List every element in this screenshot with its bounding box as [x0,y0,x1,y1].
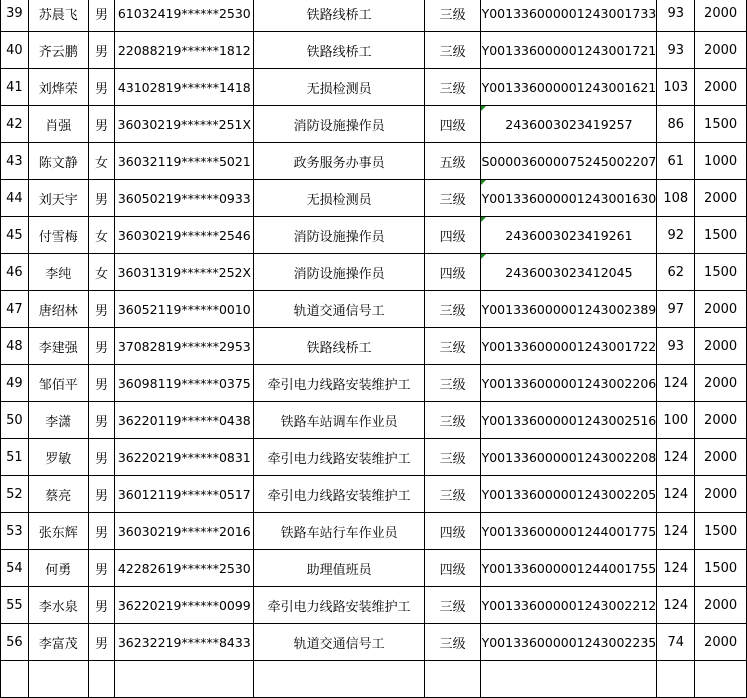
cell-certificate-no: 2436003023412045 [481,254,657,291]
table-row [1,106,747,143]
table-row [1,661,747,698]
cell-hours: 62 [657,254,695,291]
cell-hours: 100 [657,402,695,439]
cell-id-masked: 36220119******0438 [115,402,254,439]
cell-certificate-no: Y001336000001243002208 [481,439,657,476]
cell-id-masked: 36232219******8433 [115,624,254,661]
cell-gender: 男 [88,513,115,550]
cell-level: 三级 [424,439,481,476]
cell-gender: 男 [88,32,115,69]
cell-amount: 1500 [695,217,747,254]
cell-occupation: 铁路车站调车作业员 [254,402,425,439]
cell-occupation: 牵引电力线路安装维护工 [254,365,425,402]
cell-hours: 74 [657,624,695,661]
cell-amount: 1500 [695,550,747,587]
cell-level: 四级 [424,513,481,550]
cell-no: 48 [1,328,29,365]
cell-hours: 93 [657,0,695,32]
cell-occupation: 牵引电力线路安装维护工 [254,476,425,513]
table-row [1,513,747,550]
cell-hours: 97 [657,291,695,328]
cell-id-masked: 36030219******2016 [115,513,254,550]
cell-amount: 2000 [695,0,747,32]
cell-certificate-no: Y001336000001243002235 [481,624,657,661]
cell-gender: 男 [88,439,115,476]
table-row [1,0,747,32]
cell-occupation: 轨道交通信号工 [254,291,425,328]
cell-id-masked: 36220219******0831 [115,439,254,476]
cell-certificate-no: Y001336000001244001755 [481,550,657,587]
cell-level: 三级 [424,0,481,32]
cell-amount: 1500 [695,254,747,291]
cell-name: 李纯 [28,254,88,291]
cell-no: 55 [1,587,29,624]
cell-name: 李水泉 [28,587,88,624]
cell-level: 三级 [424,180,481,217]
cell-level: 四级 [424,254,481,291]
cell-occupation: 消防设施操作员 [254,254,425,291]
cell-no: 50 [1,402,29,439]
cell-gender: 男 [88,0,115,32]
cell-no: 39 [1,0,29,32]
table-row [1,365,747,402]
cell-hours [657,661,695,698]
cell-certificate-no: 2436003023419261 [481,217,657,254]
cell-no: 41 [1,69,29,106]
table-row [1,476,747,513]
cell-level: 四级 [424,217,481,254]
cell-hours: 124 [657,476,695,513]
cell-certificate-no: S000036000075245002207 [481,143,657,180]
table-row [1,291,747,328]
cell-hours: 92 [657,217,695,254]
cell-hours: 93 [657,32,695,69]
cell-name: 齐云鹏 [28,32,88,69]
cell-amount: 2000 [695,624,747,661]
table-row [1,624,747,661]
cell-certificate-no: Y001336000001243001733 [481,0,657,32]
cell-name: 付雪梅 [28,217,88,254]
cell-level: 四级 [424,550,481,587]
cell-name: 刘烨荣 [28,69,88,106]
cell-name: 罗敏 [28,439,88,476]
cell-occupation: 牵引电力线路安装维护工 [254,439,425,476]
cell-level: 三级 [424,476,481,513]
cell-certificate-no: Y001336000001243002205 [481,476,657,513]
cell-no: 51 [1,439,29,476]
table-row [1,439,747,476]
table-row [1,32,747,69]
cell-gender: 女 [88,254,115,291]
cell-id-masked: 36031319******252X [115,254,254,291]
cell-name [28,661,88,698]
table-row [1,180,747,217]
cell-no: 49 [1,365,29,402]
cell-hours: 108 [657,180,695,217]
cell-id-masked: 36030219******2546 [115,217,254,254]
cell-name: 陈文静 [28,143,88,180]
cell-level: 三级 [424,624,481,661]
cell-id-masked: 22088219******1812 [115,32,254,69]
cell-occupation: 铁路线桥工 [254,0,425,32]
cell-amount: 2000 [695,69,747,106]
cell-gender: 男 [88,328,115,365]
cell-gender: 男 [88,69,115,106]
cell-occupation: 消防设施操作员 [254,106,425,143]
cell-occupation: 消防设施操作员 [254,217,425,254]
cell-gender: 男 [88,402,115,439]
cell-level: 四级 [424,106,481,143]
cell-level: 三级 [424,402,481,439]
cell-certificate-no: 2436003023419257 [481,106,657,143]
cell-id-masked: 36220219******0099 [115,587,254,624]
table-row [1,587,747,624]
cell-amount: 2000 [695,476,747,513]
cell-certificate-no: Y001336000001243001722 [481,328,657,365]
cell-hours: 124 [657,439,695,476]
table-row [1,143,747,180]
cell-name: 唐绍林 [28,291,88,328]
cell-id-masked [115,661,254,698]
cell-name: 张东辉 [28,513,88,550]
cell-amount: 1000 [695,143,747,180]
cell-amount: 2000 [695,439,747,476]
cell-no: 42 [1,106,29,143]
cell-no: 53 [1,513,29,550]
cell-certificate-no: Y001336000001243001721 [481,32,657,69]
cell-no: 43 [1,143,29,180]
cell-amount: 2000 [695,291,747,328]
cell-name: 何勇 [28,550,88,587]
cell-name: 苏晨飞 [28,0,88,32]
table-row [1,328,747,365]
cell-gender: 男 [88,624,115,661]
cell-certificate-no: Y001336000001243002212 [481,587,657,624]
cell-amount: 2000 [695,402,747,439]
cell-certificate-no: Y001336000001243001621 [481,69,657,106]
cell-occupation: 政务服务办事员 [254,143,425,180]
cell-id-masked: 36030219******251X [115,106,254,143]
cell-id-masked: 61032419******2530 [115,0,254,32]
table-body [1,0,747,698]
cell-hours: 61 [657,143,695,180]
cell-level: 三级 [424,328,481,365]
cell-id-masked: 36032119******5021 [115,143,254,180]
cell-certificate-no: Y001336000001244001775 [481,513,657,550]
cell-occupation: 牵引电力线路安装维护工 [254,587,425,624]
cell-level: 三级 [424,365,481,402]
cell-occupation [254,661,425,698]
cell-hours: 103 [657,69,695,106]
cell-occupation: 助理值班员 [254,550,425,587]
cell-occupation: 铁路线桥工 [254,328,425,365]
cell-no: 46 [1,254,29,291]
cell-id-masked: 36098119******0375 [115,365,254,402]
cell-name: 蔡亮 [28,476,88,513]
cell-no: 56 [1,624,29,661]
cell-hours: 93 [657,328,695,365]
cell-amount: 2000 [695,587,747,624]
cell-gender: 男 [88,291,115,328]
cell-certificate-no [481,661,657,698]
cell-name: 肖强 [28,106,88,143]
cell-gender: 女 [88,217,115,254]
cell-occupation: 无损检测员 [254,69,425,106]
cell-name: 李富茂 [28,624,88,661]
cell-certificate-no: Y001336000001243002206 [481,365,657,402]
cell-id-masked: 43102819******1418 [115,69,254,106]
cell-gender: 男 [88,106,115,143]
cell-amount [695,661,747,698]
cell-id-masked: 42282619******2530 [115,550,254,587]
cell-gender: 女 [88,143,115,180]
cell-gender [88,661,115,698]
cell-gender: 男 [88,365,115,402]
cell-level: 三级 [424,69,481,106]
cell-no: 52 [1,476,29,513]
cell-hours: 124 [657,587,695,624]
cell-occupation: 铁路车站行车作业员 [254,513,425,550]
cell-occupation: 轨道交通信号工 [254,624,425,661]
cell-certificate-no: Y001336000001243002516 [481,402,657,439]
cell-amount: 2000 [695,180,747,217]
cell-certificate-no: Y001336000001243002389 [481,291,657,328]
table-row [1,254,747,291]
cell-amount: 2000 [695,32,747,69]
cell-id-masked: 37082819******2953 [115,328,254,365]
cell-hours: 124 [657,513,695,550]
cell-gender: 男 [88,180,115,217]
cell-no [1,661,29,698]
cell-level: 三级 [424,291,481,328]
cell-no: 44 [1,180,29,217]
cell-no: 40 [1,32,29,69]
cell-id-masked: 36050219******0933 [115,180,254,217]
table-row [1,550,747,587]
table-row [1,402,747,439]
cell-name: 刘天宇 [28,180,88,217]
cell-gender: 男 [88,587,115,624]
cell-hours: 86 [657,106,695,143]
cell-name: 李建强 [28,328,88,365]
cell-level [424,661,481,698]
cell-name: 李潇 [28,402,88,439]
cell-certificate-no: Y001336000001243001630 [481,180,657,217]
cell-amount: 1500 [695,513,747,550]
cell-hours: 124 [657,365,695,402]
table-row [1,217,747,254]
cell-gender: 男 [88,476,115,513]
cell-level: 五级 [424,143,481,180]
cell-occupation: 铁路线桥工 [254,32,425,69]
cell-level: 三级 [424,587,481,624]
cell-amount: 2000 [695,365,747,402]
cell-no: 47 [1,291,29,328]
cell-name: 邹佰平 [28,365,88,402]
cell-gender: 男 [88,550,115,587]
cell-no: 45 [1,217,29,254]
cell-amount: 1500 [695,106,747,143]
cell-id-masked: 36012119******0517 [115,476,254,513]
table-row [1,69,747,106]
cell-amount: 2000 [695,328,747,365]
cell-no: 54 [1,550,29,587]
cell-level: 三级 [424,32,481,69]
cell-hours: 124 [657,550,695,587]
cell-id-masked: 36052119******0010 [115,291,254,328]
cell-occupation: 无损检测员 [254,180,425,217]
